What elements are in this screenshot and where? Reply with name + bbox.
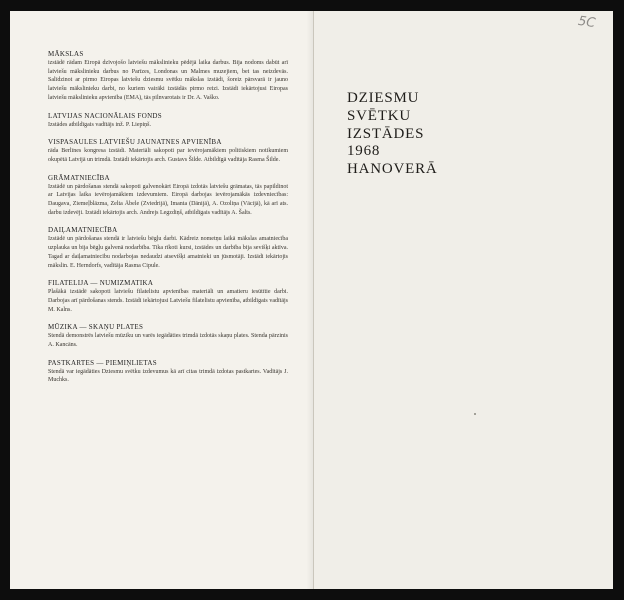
cover-page <box>314 11 613 589</box>
section-text: rāda Berlīnes kongresa izstādi. Materiāli sakopoti par ievērojamākiem politiskiem notikumiem okupētā Latvijā un trimdā. Izstādi iekārtojis arch. Gustavs Šilde. Atbildīgā vadītāja Rasma Šilde. <box>48 148 288 163</box>
exhibition-sections <box>48 50 288 394</box>
section-text: Plašākā izstādē sakopoti latviešu filatelistu apvienības materiāli un amatieru iesūtītie darbi. Darbojas arī pārdošanas stends. Izstādi iekārtojusi Latviešu filatelistu apvienība, atbildīgais vadītājs M. Kalns. <box>48 289 288 313</box>
section-text: Izstādē un pārdošanas stendā ir latviešu bēgļu darbi. Kādreiz nometņu laikā mākslas amatniecība uzplauka un bija bēgļu galvenā nodarbība. Tika rīkoti kursi, izstādes un darbība bija sevišķi aktīva. Tagad ar daiļamatniecību nodarbojas nedaudzi atsevišķi amatnieki un jūsmotāji. Izstādi iekārtojis mākslin. E. Herndorfs, vadītāja Rasma Cipule. <box>48 236 288 269</box>
section-maksla <box>48 50 288 103</box>
paper-speck <box>474 413 476 415</box>
title-line: SVĒTKU <box>347 107 411 124</box>
section-heading: MŪZIKA — SKAŅU PLATES <box>48 323 144 332</box>
section-filatelija <box>48 279 288 314</box>
section-text: Izstādē un pārdošanas stendā sakopoti galvenokārt Eiropā izdotās latviešu grāmatas, tās papildinot ar Latvijas laika ievērojamākiem izdevumiem. Eiropā darbojas ievērojamākās izdevniecības: Daugava, Ziemeļblāzma, Zelta Ābele (Zviedrijā), Imanta (Dānijā), A. Ozoliņa (Vācijā), kā arī ats. darbu izdevēji. Izstādi iekārtojis arch. Andrejs Legzdiņš, atbildīgais vadītājs A. Šalts. <box>48 183 288 216</box>
section-heading: DAIĻAMATNIECĪBA <box>48 226 118 235</box>
section-jaunatnes-apvieniba <box>48 138 288 164</box>
fold-line <box>306 11 314 589</box>
section-gramatnieciba <box>48 174 288 218</box>
title-line: DZIESMU <box>347 90 420 106</box>
section-text: Stendā demonstrēs latviešu mūziku un varēs iegādāties trimdā izdotās skaņu plates. Stenda pārzinis A. Kancāns. <box>48 333 288 349</box>
title-line: HANOVERĀ <box>347 161 438 178</box>
inner-page <box>10 11 314 589</box>
section-pastkartes <box>48 359 288 385</box>
brochure-sheet <box>10 11 613 589</box>
section-text: Izstādes atbildīgais vadītājs inž. P. Liepiņš. <box>48 121 151 128</box>
section-dailamatnieciba <box>48 226 288 270</box>
section-heading: VISPASAULES LATVIEŠU JAUNATNES APVIENĪBA <box>48 138 222 147</box>
section-heading: GRĀMATNIECĪBA <box>48 173 110 182</box>
section-muzika <box>48 323 288 349</box>
section-heading: MĀKSLAS <box>48 50 84 58</box>
section-text: Stendā var iegādāties Dziesmu svētku izdevumus kā arī citas trimdā izdotas pastkartes. Vadītājs J. Muchks. <box>48 368 288 384</box>
section-heading: FILATELIJA — NUMIZMATIKA <box>48 279 154 288</box>
cover-title <box>347 90 438 179</box>
section-nacionalais-fonds <box>48 112 288 130</box>
pencil-mark: 5C <box>576 13 596 32</box>
section-heading: LATVIJAS NACIONĀLAIS FONDS <box>48 111 162 120</box>
section-text: izstādē rādam Eiropā dzīvojošo latviešu mākslinieku pēdējā laika darbus. Bija nodoms dabūt arī latviešu mākslinieku darbus no Parīzes, Londonas un Malmes muzejiem, bet tas neizdevās. Salīdzinot ar pirmo Eiropas latviešu dziesmu svētku mākslas izstādi, šoreiz pārsvarā ir jauno latviešu mākslinieku darbi, no kuriem vairāki izstādās pirmo reizi. Izstādi iekārtojusi Eiropas latviešu mākslinieku apvienība (EMA), tās pilnvarotais ir Dr. A. Vaško. <box>48 60 288 101</box>
section-heading: PASTKARTES — PIEMIŅLIETAS <box>48 358 157 367</box>
title-line: IZSTĀDES <box>347 125 425 142</box>
title-line: 1968 <box>347 143 381 160</box>
